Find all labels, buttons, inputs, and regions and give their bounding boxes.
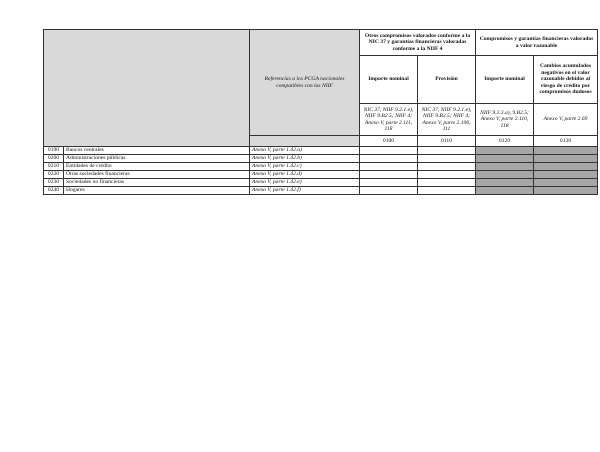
table-row	[44, 171, 598, 179]
row-code: 0240	[44, 187, 64, 195]
col-code-0100: 0100	[360, 136, 418, 147]
cell-cambios	[534, 171, 598, 179]
cell-provision[interactable]	[418, 155, 476, 163]
col-header-importe-nominal-1: Importe nominal	[360, 56, 418, 104]
row-label: Bancos centrales	[64, 147, 250, 155]
group-header-nic37: Otros compromisos valorados conforme a la NIC 37 y garantías financieras valoradas conforme a la NIIF 4	[360, 30, 476, 56]
cell-importe-nominal-2	[476, 155, 534, 163]
row-reference: Anexo V, parte 1.42.f)	[250, 187, 360, 195]
table-row	[44, 179, 598, 187]
cell-provision[interactable]	[418, 171, 476, 179]
cell-provision[interactable]	[418, 147, 476, 155]
cell-provision[interactable]	[418, 187, 476, 195]
col-code-0120: 0120	[476, 136, 534, 147]
cell-cambios	[534, 163, 598, 171]
table-row	[44, 163, 598, 171]
row-label: Otras sociedades financieras	[64, 171, 250, 179]
col-header-cambios: Cambios acumulados negativos en el valor razonable debidos al riesgo de crédito por compromisos dudosos	[534, 56, 598, 104]
row-reference: Anexo V, parte 1.42.d)	[250, 171, 360, 179]
row-label: Hogares	[64, 187, 250, 195]
cell-cambios	[534, 179, 598, 187]
row-code: 0220	[44, 171, 64, 179]
cell-importe-nominal-1[interactable]	[360, 147, 418, 155]
row-code: 0210	[44, 163, 64, 171]
row-label: Administraciones públicas	[64, 155, 250, 163]
row-reference: Anexo V, parte 1.42.e)	[250, 179, 360, 187]
row-code: 0230	[44, 179, 64, 187]
reporting-table	[43, 29, 598, 195]
table-row	[44, 155, 598, 163]
cell-importe-nominal-2	[476, 171, 534, 179]
table-row	[44, 187, 598, 195]
cell-importe-nominal-1[interactable]	[360, 187, 418, 195]
row-code: 0200	[44, 155, 64, 163]
cell-provision[interactable]	[418, 179, 476, 187]
cell-importe-nominal-2	[476, 163, 534, 171]
cell-cambios	[534, 187, 598, 195]
row-code: 0190	[44, 147, 64, 155]
cell-cambios	[534, 155, 598, 163]
row-label: Entidades de crédito	[64, 163, 250, 171]
cell-importe-nominal-1[interactable]	[360, 179, 418, 187]
row-label: Sociedades no financieras	[64, 179, 250, 187]
references-header: Referencias a los PCGA nacionales compatibles con las NIIF	[250, 30, 360, 136]
header-blank-cell	[44, 30, 250, 147]
col-ref-0130: Anexo V, parte 2.69	[534, 104, 598, 136]
table-row	[44, 147, 598, 155]
col-ref-0120: NIIF 9.2.3.a), 9.B2.5; Anexo V, parte 2.110, 118	[476, 104, 534, 136]
cell-importe-nominal-2	[476, 179, 534, 187]
code-row-blank	[250, 136, 360, 147]
col-ref-0100: NIC 37, NIIF 9.2.1.e), NIIF 9.B2.5; NIIF 4; Anexo V, parte 2.111, 118	[360, 104, 418, 136]
col-header-provision: Provisión	[418, 56, 476, 104]
cell-importe-nominal-2	[476, 187, 534, 195]
group-header-fair-value: Compromisos y garantías financieras valorados a valor razonable	[476, 30, 598, 56]
col-ref-0110: NIC 37, NIIF 9.2.1.e), NIIF 9.B2.5; NIIF 4; Anexo V, parte 2.106, 111	[418, 104, 476, 136]
row-reference: Anexo V, parte 1.42.a)	[250, 147, 360, 155]
col-header-importe-nominal-2: Importe nominal	[476, 56, 534, 104]
row-reference: Anexo V, parte 1.42.c)	[250, 163, 360, 171]
cell-cambios	[534, 147, 598, 155]
cell-importe-nominal-1[interactable]	[360, 155, 418, 163]
cell-importe-nominal-1[interactable]	[360, 163, 418, 171]
col-code-0130: 0130	[534, 136, 598, 147]
col-code-0110: 0110	[418, 136, 476, 147]
cell-importe-nominal-1[interactable]	[360, 171, 418, 179]
row-reference: Anexo V, parte 1.42.b)	[250, 155, 360, 163]
cell-provision[interactable]	[418, 163, 476, 171]
cell-importe-nominal-2	[476, 147, 534, 155]
